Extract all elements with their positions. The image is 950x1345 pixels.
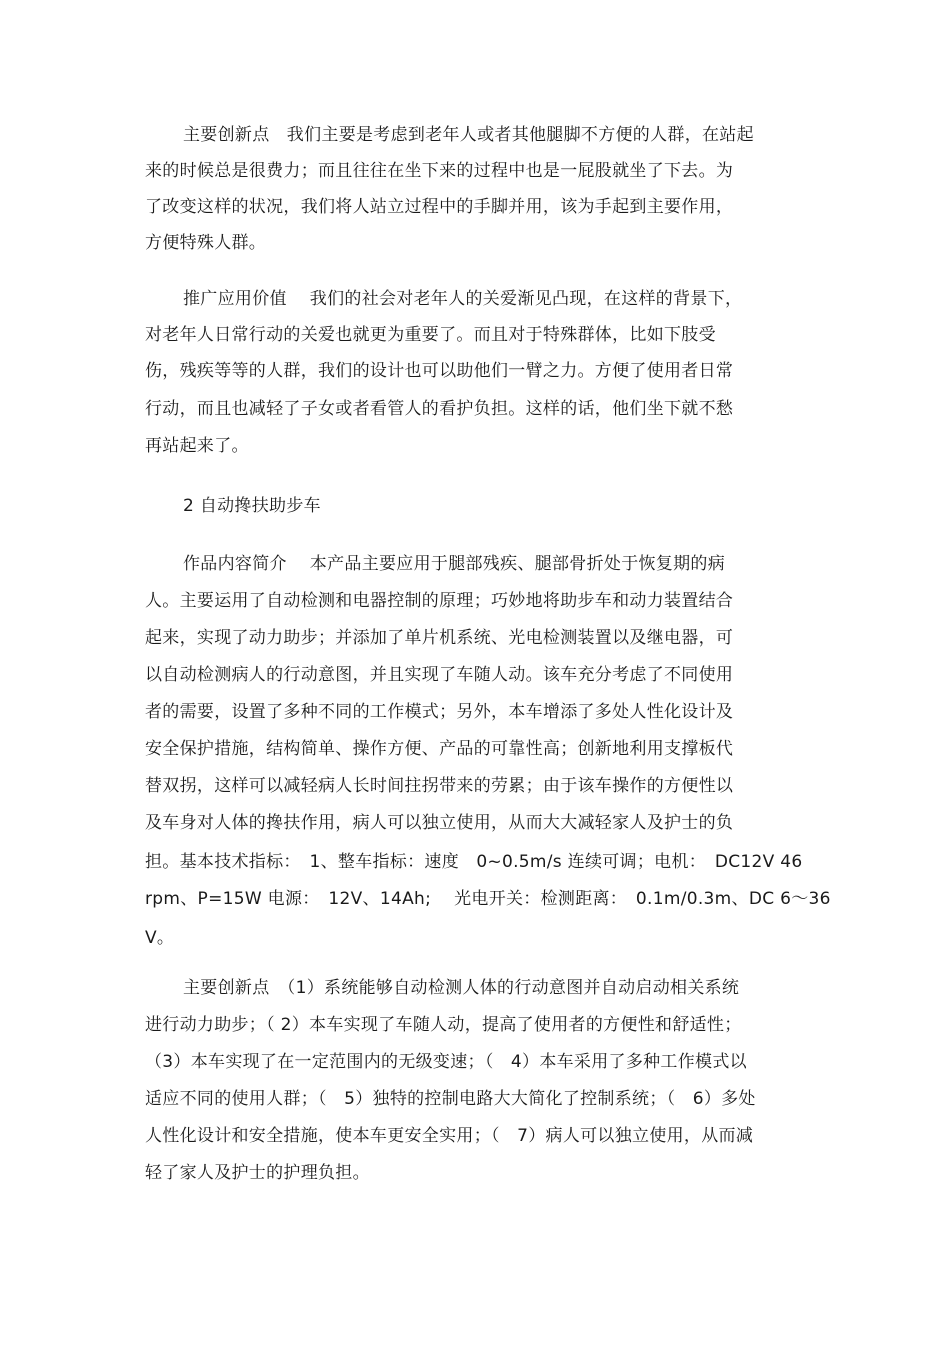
text-line: V。 — [145, 928, 175, 948]
text-line: 担。基本技术指标： 1、整车指标：速度 0~0.5m/s 连续可调；电机： DC12V 46 — [145, 852, 803, 872]
text-line: 安全保护措施，结构简单、操作方便、产品的可靠性高；创新地利用支撑板代 — [145, 739, 734, 759]
text-line: 进行动力助步；（ 2）本车实现了车随人动，提高了使用者的方便性和舒适性； — [145, 1015, 742, 1035]
text-line: 伤，残疾等等的人群，我们的设计也可以助他们一臂之力。方便了使用者日常 — [145, 361, 734, 381]
text-line: 主要创新点 （1）系统能够自动检测人体的行动意图并自动启动相关系统 — [183, 978, 740, 998]
text-line: 者的需要，设置了多种不同的工作模式；另外，本车增添了多处人性化设计及 — [145, 702, 734, 722]
text-line: 推广应用价值 我们的社会对老年人的关爱渐见凸现，在这样的背景下， — [183, 289, 743, 309]
text-line: 人。主要运用了自动检测和电器控制的原理；巧妙地将助步车和动力装置结合 — [145, 591, 734, 611]
text-line: 方便特殊人群。 — [145, 233, 267, 253]
text-line: 人性化设计和安全措施，使本车更安全实用；（ 7）病人可以独立使用，从而减 — [145, 1126, 754, 1146]
section-heading: 2 自动搀扶助步车 — [183, 496, 321, 516]
text-line: rpm、P=15W 电源： 12V、14Ah; 光电开关：检测距离： 0.1m/0.3m、DC 6～36 — [145, 889, 831, 909]
text-line: 起来，实现了动力助步；并添加了单片机系统、光电检测装置以及继电器，可 — [145, 628, 734, 648]
text-line: 主要创新点 我们主要是考虑到老年人或者其他腿脚不方便的人群，在站起 — [183, 125, 754, 145]
text-line: 再站起来了。 — [145, 436, 249, 456]
text-line: 行动，而且也减轻了子女或者看管人的看护负担。这样的话，他们坐下就不愁 — [145, 399, 734, 419]
text-line: 替双拐，这样可以减轻病人长时间拄拐带来的劳累；由于该车操作的方便性以 — [145, 776, 734, 796]
text-line: 及车身对人体的搀扶作用，病人可以独立使用，从而大大减轻家人及护士的负 — [145, 813, 734, 833]
text-line: 轻了家人及护士的护理负担。 — [145, 1163, 370, 1183]
text-line: 来的时候总是很费力；而且往往在坐下来的过程中也是一屁股就坐了下去。为 — [145, 161, 734, 181]
text-line: 以自动检测病人的行动意图，并且实现了车随人动。该车充分考虑了不同使用 — [145, 665, 734, 685]
text-line: （3）本车实现了在一定范围内的无级变速；（ 4）本车采用了多种工作模式以 — [145, 1052, 747, 1072]
text-line: 了改变这样的状况，我们将人站立过程中的手脚并用，该为手起到主要作用， — [145, 197, 734, 217]
text-line: 对老年人日常行动的关爱也就更为重要了。而且对于特殊群体，比如下肢受 — [145, 325, 716, 345]
text-line: 作品内容简介 本产品主要应用于腿部残疾、腿部骨折处于恢复期的病 — [183, 554, 726, 574]
text-line: 适应不同的使用人群；（ 5）独特的控制电路大大简化了控制系统；（ 6）多处 — [145, 1089, 756, 1109]
